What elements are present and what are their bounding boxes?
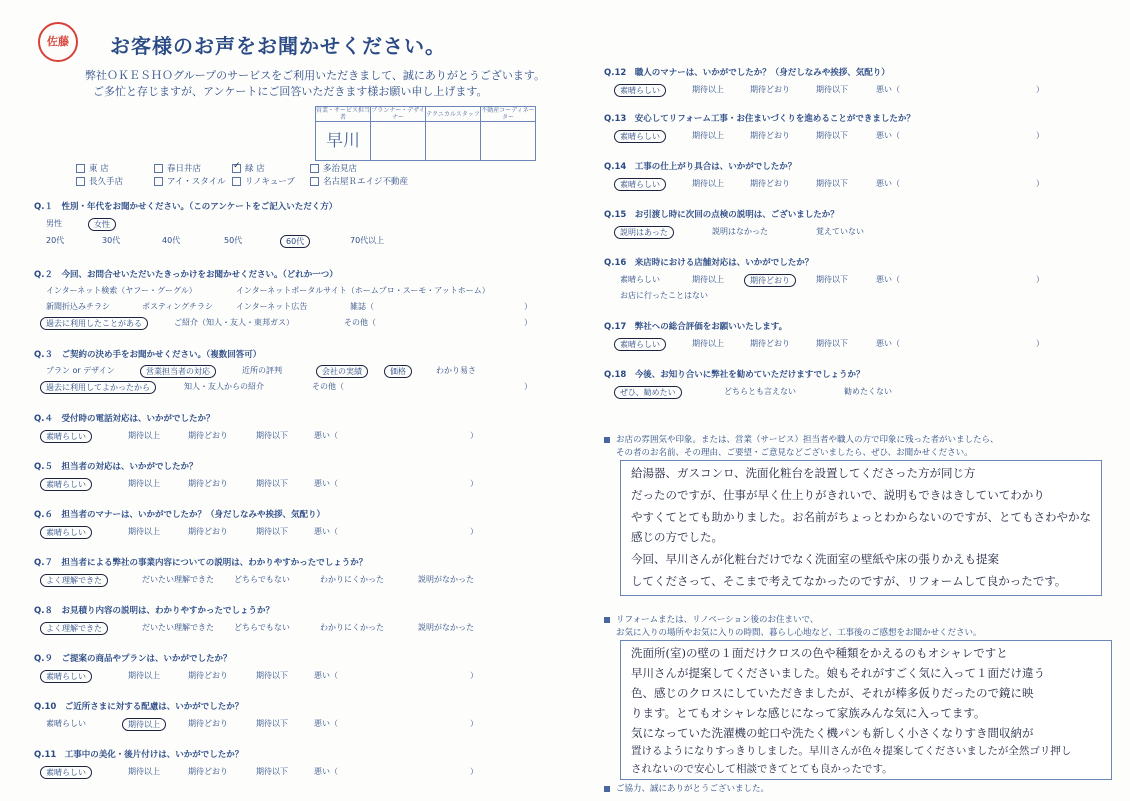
option-selected[interactable]: 過去に利用してよかったから — [40, 381, 156, 394]
square-bullet-icon — [604, 617, 610, 623]
option[interactable]: 期待以下 — [256, 767, 288, 776]
option[interactable]: 期待以上 — [128, 671, 160, 680]
comment-box-2[interactable] — [620, 640, 1112, 780]
handwritten-line: 洗面所(室)の壁の１面だけクロスの色や種類をかえるのもオシャレですと — [631, 646, 1008, 660]
option[interactable]: わかりにくかった — [320, 623, 384, 632]
option[interactable]: どちらでもない — [234, 623, 290, 632]
question-label: Q.３ ご契約の決め手をお聞かせください。（複数回答可） — [34, 350, 262, 360]
handwritten-line: 今回、早川さんが化粧台だけでなく洗面室の壁紙や床の張りかえも提案 — [631, 552, 999, 566]
option[interactable]: 素晴らしい — [46, 719, 86, 728]
option[interactable]: 期待どおり — [188, 671, 228, 680]
option[interactable]: 期待以上 — [692, 85, 724, 94]
option-selected[interactable]: 素晴らしい — [40, 670, 92, 683]
option[interactable]: わかり易さ — [436, 366, 476, 375]
checkbox-icon[interactable] — [154, 164, 163, 173]
intro-line-1: 弊社ＯＫＥＳＨＯグループのサービスをご利用いただきまして、誠にありがとうございます。 — [85, 69, 546, 82]
option[interactable]: 期待どおり — [188, 767, 228, 776]
option[interactable]: 説明はなかった — [712, 227, 768, 236]
store-label: 長久手店 — [89, 177, 124, 187]
option[interactable]: 期待以下 — [816, 179, 848, 188]
question-5 — [34, 460, 478, 492]
option[interactable]: 雑誌（ — [350, 302, 374, 311]
question-14 — [604, 160, 1044, 192]
intro-line-2: ご多忙と存じますが、アンケートにご回答いただきます様お願い申し上げます。 — [93, 85, 488, 98]
question-label: Q.15 お引渡し時に次回の点検の説明は、ございましたか？ — [604, 210, 839, 220]
option-selected[interactable]: 素晴らしい — [40, 526, 92, 539]
store-label: 多治見店 — [323, 164, 358, 174]
option[interactable]: 期待以上 — [692, 131, 724, 140]
question-2 — [34, 268, 532, 331]
option[interactable]: 期待どおり — [750, 131, 790, 140]
option[interactable]: 悪い（ — [876, 339, 900, 348]
prompt-line: その者のお名前、その理由、ご要望・ご意見などございましたら、ぜひ、お聞かせください。 — [616, 448, 973, 458]
option[interactable]: 悪い（ — [314, 767, 338, 776]
option[interactable]: 期待以下 — [816, 275, 848, 284]
question-17 — [604, 320, 1044, 352]
option[interactable]: 悪い（ — [876, 85, 900, 94]
option[interactable]: ポスティングチラシ — [142, 302, 214, 311]
option-selected[interactable]: 会社の実績 — [316, 365, 368, 378]
option-selected[interactable]: 価格 — [384, 365, 412, 378]
handwritten-line: 置けるようになりすっきりしました。早川さんが色々提案してくださいましたが全然ゴリ押し — [631, 745, 1072, 757]
checkbox-icon[interactable] — [154, 177, 163, 186]
store-item[interactable] — [310, 176, 409, 189]
handwritten-line: だったのですが、仕事が早く仕上りがきれいで、説明もできはきしていてわかり — [631, 488, 1045, 502]
store-item[interactable] — [310, 163, 388, 176]
store-label: アイ・スタイル — [167, 177, 226, 187]
checkbox-icon[interactable] — [232, 177, 241, 186]
option[interactable]: 期待どおり — [188, 527, 228, 536]
option[interactable]: ご紹介（知人・友人・東邦ガス） — [174, 318, 294, 327]
option[interactable]: 期待以下 — [256, 479, 288, 488]
option[interactable]: プラン or デザイン — [46, 366, 115, 375]
paren-close: ） — [470, 719, 478, 728]
option-selected[interactable]: 営業担当者の対応 — [140, 365, 216, 378]
page-title: お客様のお声をお聞かせください。 — [110, 34, 446, 58]
question-8 — [34, 604, 474, 636]
option[interactable]: 覚えていない — [816, 227, 864, 236]
question-15 — [604, 208, 864, 240]
handwritten-line: 給湯器、ガスコンロ、洗面化粧台を設置してくださった方が同じ方 — [631, 466, 976, 480]
question-label: Q.13 安心してリフォーム工事・お住まいづくりを進めることができましたか？ — [604, 114, 915, 124]
handwritten-line: 早川さんが提案してくださいました。娘もそれがすごく気に入って１面だけ違う — [631, 666, 1045, 680]
store-item[interactable] — [232, 176, 310, 189]
option-selected[interactable]: 期待どおり — [744, 274, 796, 287]
option[interactable]: 30代 — [102, 236, 121, 245]
option[interactable]: 50代 — [224, 236, 243, 245]
staff-value — [426, 122, 481, 161]
staff-value — [371, 122, 426, 161]
option[interactable]: 期待どおり — [188, 431, 228, 440]
option[interactable]: 期待以上 — [692, 275, 724, 284]
staff-header: プランナー・デザイナー — [371, 107, 425, 121]
option-selected[interactable]: 素晴らしい — [614, 338, 666, 351]
option[interactable]: 説明がなかった — [418, 623, 474, 632]
question-7 — [34, 556, 474, 588]
checkbox-icon[interactable] — [76, 177, 85, 186]
intro-text — [85, 68, 545, 100]
comment-box-1[interactable] — [620, 460, 1102, 596]
option[interactable]: 70代以上 — [350, 236, 385, 245]
square-bullet-icon — [604, 786, 610, 792]
question-label: Q.２ 今回、お問合せいただいたきっかけをお聞かせください。（どれか一つ） — [34, 270, 338, 280]
seal-text: 佐藤 — [47, 35, 69, 48]
paren-close: ） — [470, 671, 478, 680]
paren-close: ） — [1036, 179, 1044, 188]
square-bullet-icon — [604, 437, 610, 443]
option[interactable]: 期待以下 — [256, 719, 288, 728]
footer-thanks — [604, 782, 769, 794]
option[interactable]: 期待以下 — [816, 131, 848, 140]
question-label: Q.５ 担当者の対応は、いかがでしたか？ — [34, 462, 198, 472]
prompt-line: リフォームまたは、リノベーション後のお住まいで、 — [616, 615, 819, 625]
option[interactable]: 期待以下 — [816, 85, 848, 94]
option-selected[interactable]: 素晴らしい — [614, 178, 666, 191]
option[interactable]: 新聞折込みチラシ — [46, 302, 110, 311]
option[interactable]: 説明がなかった — [418, 575, 474, 584]
paren-close: ） — [470, 767, 478, 776]
option[interactable]: 知人・友人からの紹介 — [184, 382, 264, 391]
paren-close: ） — [1036, 275, 1044, 284]
staff-name: 早川 — [326, 131, 360, 151]
prompt-line: お店の雰囲気や印象。または、営業（サービス）担当者や職人の方で印象に残った者がいましたら、 — [616, 435, 999, 445]
option[interactable]: 悪い（ — [876, 131, 900, 140]
option-selected[interactable]: 女性 — [88, 218, 116, 231]
question-label: Q.14 工事の仕上がり具合は、いかがでしたか？ — [604, 162, 797, 172]
option-selected[interactable]: 過去に利用したことがある — [40, 317, 148, 330]
paren-close: ） — [524, 318, 532, 327]
store-item[interactable] — [232, 163, 310, 176]
option[interactable]: 期待以上 — [692, 179, 724, 188]
question-label: Q.９ ご提案の商品やプランは、いかがでしたか？ — [34, 654, 232, 664]
option[interactable]: だいたい理解できた — [142, 575, 214, 584]
checkbox-icon[interactable] — [310, 164, 319, 173]
comment-prompt-1 — [604, 434, 999, 460]
option[interactable]: 悪い（ — [314, 671, 338, 680]
option[interactable]: どちらでもない — [234, 575, 290, 584]
store-item[interactable] — [76, 176, 154, 189]
option[interactable]: 期待以下 — [256, 671, 288, 680]
question-label: Q.10 ご近所さまに対する配慮は、いかがでしたか？ — [34, 702, 244, 712]
option[interactable]: 期待以上 — [128, 767, 160, 776]
checkbox-icon[interactable] — [76, 164, 85, 173]
paren-close: ） — [1036, 85, 1044, 94]
comment-prompt-2 — [604, 614, 982, 640]
store-label: 緑 店 — [245, 164, 265, 174]
question-13 — [604, 112, 1044, 144]
question-label: Q.１ 性別・年代をお聞かせください。（このアンケートをご記入いただく方） — [34, 202, 338, 212]
staff-value — [481, 122, 536, 161]
question-label: Q.11 工事中の美化・後片付けは、いかがでしたか？ — [34, 750, 244, 760]
question-label: Q.17 弊社への総合評価をお願いいたします。 — [604, 322, 788, 332]
option-selected[interactable]: 期待以上 — [122, 718, 166, 731]
question-4 — [34, 412, 478, 444]
store-label: 春日井店 — [167, 164, 202, 174]
option-selected[interactable]: 説明はあった — [614, 226, 674, 239]
option-selected[interactable]: 60代 — [280, 235, 310, 248]
option[interactable]: 期待どおり — [750, 339, 790, 348]
question-label: Q.12 職人のマナーは、いかがでしたか？（身だしなみや挨拶、気配り） — [604, 68, 890, 78]
question-6 — [34, 508, 478, 540]
question-label: Q.４ 受付時の電話対応は、いかがでしたか？ — [34, 414, 215, 424]
option[interactable]: 期待以下 — [256, 431, 288, 440]
store-checklist — [76, 163, 409, 189]
store-label: リノキューブ — [245, 177, 295, 187]
store-label: 名古屋Ｒエイジ不動産 — [323, 177, 409, 187]
option[interactable]: 悪い（ — [876, 275, 900, 284]
option[interactable]: インターネット広告 — [236, 302, 308, 311]
question-label: Q.８ お見積り内容の説明は、わかりやすかったでしょうか？ — [34, 606, 274, 616]
option[interactable]: 期待どおり — [750, 85, 790, 94]
handwritten-line: 気になっていた洗濯機の蛇口や洗たく機パンも新しく小さくなりすき間収納が — [631, 726, 1034, 740]
option[interactable]: だいたい理解できた — [142, 623, 214, 632]
option[interactable]: 期待以上 — [128, 527, 160, 536]
option-selected[interactable]: 素晴らしい — [614, 130, 666, 143]
option[interactable]: 40代 — [162, 236, 181, 245]
store-item[interactable] — [154, 163, 232, 176]
question-16 — [604, 256, 1044, 304]
staff-header: 営業・サービス担当者 — [316, 107, 371, 121]
option[interactable]: 期待以上 — [692, 339, 724, 348]
option-selected[interactable]: 素晴らしい — [614, 84, 666, 97]
handwritten-line: やすくてとても助かりました。お名前がちょっとわからないのですが、とてもさわやかな — [631, 510, 1091, 524]
option[interactable]: 勧めたくない — [844, 387, 892, 396]
staff-header: 不動産コーディネーター — [481, 107, 535, 121]
option-selected[interactable]: 素晴らしい — [40, 430, 92, 443]
option-selected[interactable]: 素晴らしい — [40, 478, 92, 491]
question-18 — [604, 368, 892, 400]
option[interactable]: インターネットポータルサイト（ホームプロ・スーモ・アットホーム） — [236, 286, 490, 295]
option-selected[interactable]: よく理解できた — [40, 622, 108, 635]
paren-close: ） — [524, 382, 532, 391]
option[interactable]: 期待どおり — [188, 479, 228, 488]
question-10 — [34, 700, 478, 732]
paren-close: ） — [470, 431, 478, 440]
option[interactable]: 悪い（ — [876, 179, 900, 188]
question-11 — [34, 748, 478, 780]
store-item[interactable] — [154, 176, 232, 189]
option[interactable]: 悪い（ — [314, 431, 338, 440]
handwritten-line: してくださって、そこまで考えてなかったのですが、リフォームして良かったです。 — [631, 574, 1067, 588]
question-9 — [34, 652, 478, 684]
staff-table — [315, 106, 536, 161]
footer-text: ご協力、誠にありがとうございました。 — [616, 784, 770, 794]
staff-header: テクニカルスタッフ — [426, 107, 481, 122]
handwritten-line: されないので安心して相談できてとても良かったです。 — [631, 763, 893, 775]
question-label: Q.６ 担当者のマナーは、いかがでしたか？（身だしなみや挨拶、気配り） — [34, 510, 325, 520]
option[interactable]: その他（ — [312, 382, 344, 391]
option[interactable]: 期待以上 — [128, 431, 160, 440]
checkbox-checked-icon[interactable] — [232, 164, 241, 173]
option[interactable]: その他（ — [344, 318, 376, 327]
option[interactable]: お店に行ったことはない — [620, 291, 708, 300]
option[interactable]: 期待どおり — [188, 719, 228, 728]
paren-close: ） — [524, 302, 532, 311]
name-seal — [38, 22, 78, 62]
question-1 — [34, 200, 385, 249]
option[interactable]: 男性 — [46, 219, 62, 228]
option[interactable]: インターネット検索（ヤフー・グーグル） — [46, 286, 197, 295]
handwritten-line: 感じの方でした。 — [631, 530, 723, 544]
handwritten-line: ります。とてもオシャレな感じになって家族みんな気に入ってます。 — [631, 706, 986, 720]
checkbox-icon[interactable] — [310, 177, 319, 186]
question-label: Q.16 来店時における店舗対応は、いかがでしたか？ — [604, 258, 814, 268]
store-label: 東 店 — [89, 164, 109, 174]
option[interactable]: 期待以上 — [128, 479, 160, 488]
option[interactable]: 悪い（ — [314, 719, 338, 728]
question-label: Q.７ 担当者による弊社の事業内容についての説明は、わかりやすかったでしょうか？ — [34, 558, 368, 568]
option-selected[interactable]: よく理解できた — [40, 574, 108, 587]
option-selected[interactable]: 素晴らしい — [40, 766, 92, 779]
question-12 — [604, 66, 1044, 98]
option[interactable]: 期待以下 — [256, 527, 288, 536]
option[interactable]: 期待どおり — [750, 179, 790, 188]
paren-close: ） — [470, 527, 478, 536]
option[interactable]: 期待以下 — [816, 339, 848, 348]
option[interactable]: 20代 — [46, 236, 65, 245]
question-label: Q.18 今後、お知り合いに弊社を勧めていただけますでしょうか？ — [604, 370, 865, 380]
paren-close: ） — [470, 479, 478, 488]
store-item[interactable] — [76, 163, 154, 176]
option[interactable]: 素晴らしい — [620, 275, 660, 284]
option[interactable]: 悪い（ — [314, 479, 338, 488]
question-3 — [34, 348, 532, 395]
staff-value — [316, 122, 371, 161]
option[interactable]: わかりにくかった — [320, 575, 384, 584]
option-selected[interactable]: ぜひ、勧めたい — [614, 386, 682, 399]
paren-close: ） — [1036, 339, 1044, 348]
option[interactable]: どちらとも言えない — [724, 387, 796, 396]
handwritten-line: 色、感じのクロスにしていただきましたが、それが棒多仮りだったので鏡に映 — [631, 686, 1034, 700]
prompt-line: お気に入りの場所やお気に入りの時間、暮らし心地など、工事後のご感想をお聞かせください。 — [616, 628, 982, 638]
option[interactable]: 近所の評判 — [242, 366, 282, 375]
paren-close: ） — [1036, 131, 1044, 140]
option[interactable]: 悪い（ — [314, 527, 338, 536]
